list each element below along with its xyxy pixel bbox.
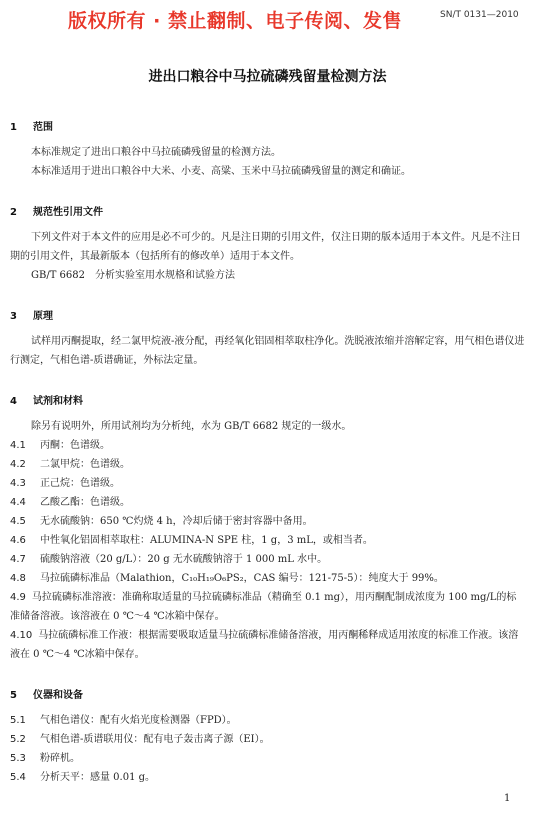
item-text: 马拉硫磷标准溶液：准确称取适量的马拉硫磷标准品（精确至 0.1 mg），用丙酮配制成浓度为 100 mg/L的标准储备溶液。该溶液在 0 ℃～4 ℃冰箱中保存。: [10, 592, 517, 622]
item-text: 无水硫酸钠：650 ℃灼烧 4 h，冷却后储于密封容器中备用。: [40, 516, 313, 527]
section-3-heading: [10, 307, 525, 322]
list-item: [10, 550, 525, 569]
item-number: 4.10: [10, 630, 33, 641]
copyright-watermark: 版权所有 · 禁止翻制、电子传阅、发售: [68, 10, 402, 32]
document-body: [10, 118, 525, 787]
list-item: [10, 768, 525, 787]
list-item: [10, 569, 525, 588]
item-number: 4.6: [10, 535, 26, 546]
list-item: [10, 531, 525, 550]
section-number: 3: [10, 311, 17, 322]
item-text: 气相色谱-质谱联用仪：配有电子轰击离子源（EI）。: [40, 734, 270, 745]
list-item: [10, 749, 525, 768]
paragraph: 本标准规定了进出口粮谷中马拉硫磷残留量的检测方法。: [31, 147, 281, 158]
paragraph: 试样用丙酮提取，经二氯甲烷液-液分配，再经氧化铝固相萃取柱净化。洗脱液浓缩并溶解定容，用气相色谱仪进行测定，气相色谱-质谱确证，外标法定量。: [10, 336, 525, 366]
item-number: 4.3: [10, 478, 26, 489]
section-number: 4: [10, 396, 17, 407]
section-2-heading: [10, 203, 525, 218]
section-title: 规范性引用文件: [33, 207, 103, 218]
list-item: [10, 730, 525, 749]
list-item: [10, 588, 525, 626]
list-item: [10, 436, 525, 455]
item-text: 马拉硫磷标准品（Malathion，C₁₀H₁₉O₆PS₂，CAS 编号：121-75-5）：纯度大于 99%。: [40, 573, 444, 584]
item-number: 5.1: [10, 715, 26, 726]
item-text: 粉碎机。: [40, 753, 80, 764]
list-item: [10, 455, 525, 474]
item-number: 4.9: [10, 592, 26, 603]
item-number: 4.5: [10, 516, 26, 527]
paragraph: 本标准适用于进出口粮谷中大米、小麦、高粱、玉米中马拉硫磷残留量的测定和确证。: [31, 166, 411, 177]
section-number: 1: [10, 122, 17, 133]
section-number: 5: [10, 690, 17, 701]
item-text: 二氯甲烷：色谱级。: [40, 459, 130, 470]
document-title: 进出口粮谷中马拉硫磷残留量检测方法: [148, 69, 387, 85]
section-title: 试剂和材料: [33, 396, 83, 407]
item-number: 4.1: [10, 440, 26, 451]
section-title: 范围: [33, 122, 53, 133]
paragraph: 除另有说明外，所用试剂均为分析纯，水为 GB/T 6682 规定的一级水。: [31, 421, 352, 432]
normative-reference: GB/T 6682 分析实验室用水规格和试验方法: [31, 270, 236, 281]
section-title: 仪器和设备: [33, 690, 83, 701]
section-title: 原理: [33, 311, 53, 322]
item-text: 气相色谱仪：配有火焰光度检测器（FPD）。: [40, 715, 237, 726]
item-text: 乙酸乙酯：色谱级。: [40, 497, 130, 508]
item-number: 5.4: [10, 772, 26, 783]
item-text: 正己烷：色谱级。: [40, 478, 120, 489]
list-item: [10, 474, 525, 493]
item-text: 丙酮：色谱级。: [40, 440, 110, 451]
item-number: 4.7: [10, 554, 26, 565]
page-number: 1: [504, 793, 511, 804]
section-4-heading: [10, 392, 525, 407]
list-item: [10, 626, 525, 664]
item-text: 马拉硫磷标准工作液：根据需要吸取适量马拉硫磷标准储备溶液，用丙酮稀释成适用浓度的标准工作液。该溶液在 0 ℃～4 ℃冰箱中保存。: [10, 630, 519, 660]
paragraph: 下列文件对于本文件的应用是必不可少的。凡是注日期的引用文件，仅注日期的版本适用于本文件。凡是不注日期的引用文件，其最新版本（包括所有的修改单）适用于本文件。: [10, 232, 521, 262]
item-text: 分析天平：感量 0.01 g。: [40, 772, 156, 783]
list-item: [10, 711, 525, 730]
item-number: 4.8: [10, 573, 26, 584]
list-item: [10, 512, 525, 531]
item-text: 中性氧化铝固相萃取柱：ALUMINA-N SPE 柱，1 g，3 mL，或相当者。: [40, 535, 373, 546]
list-item: [10, 493, 525, 512]
document-number: SN/T 0131—2010: [440, 10, 519, 20]
item-number: 4.2: [10, 459, 26, 470]
item-text: 硫酸钠溶液（20 g/L）：20 g 无水硫酸钠溶于 1 000 mL 水中。: [40, 554, 328, 565]
section-5-heading: [10, 686, 525, 701]
item-number: 5.2: [10, 734, 26, 745]
section-1-heading: [10, 118, 525, 133]
item-number: 5.3: [10, 753, 26, 764]
section-number: 2: [10, 207, 17, 218]
item-number: 4.4: [10, 497, 26, 508]
